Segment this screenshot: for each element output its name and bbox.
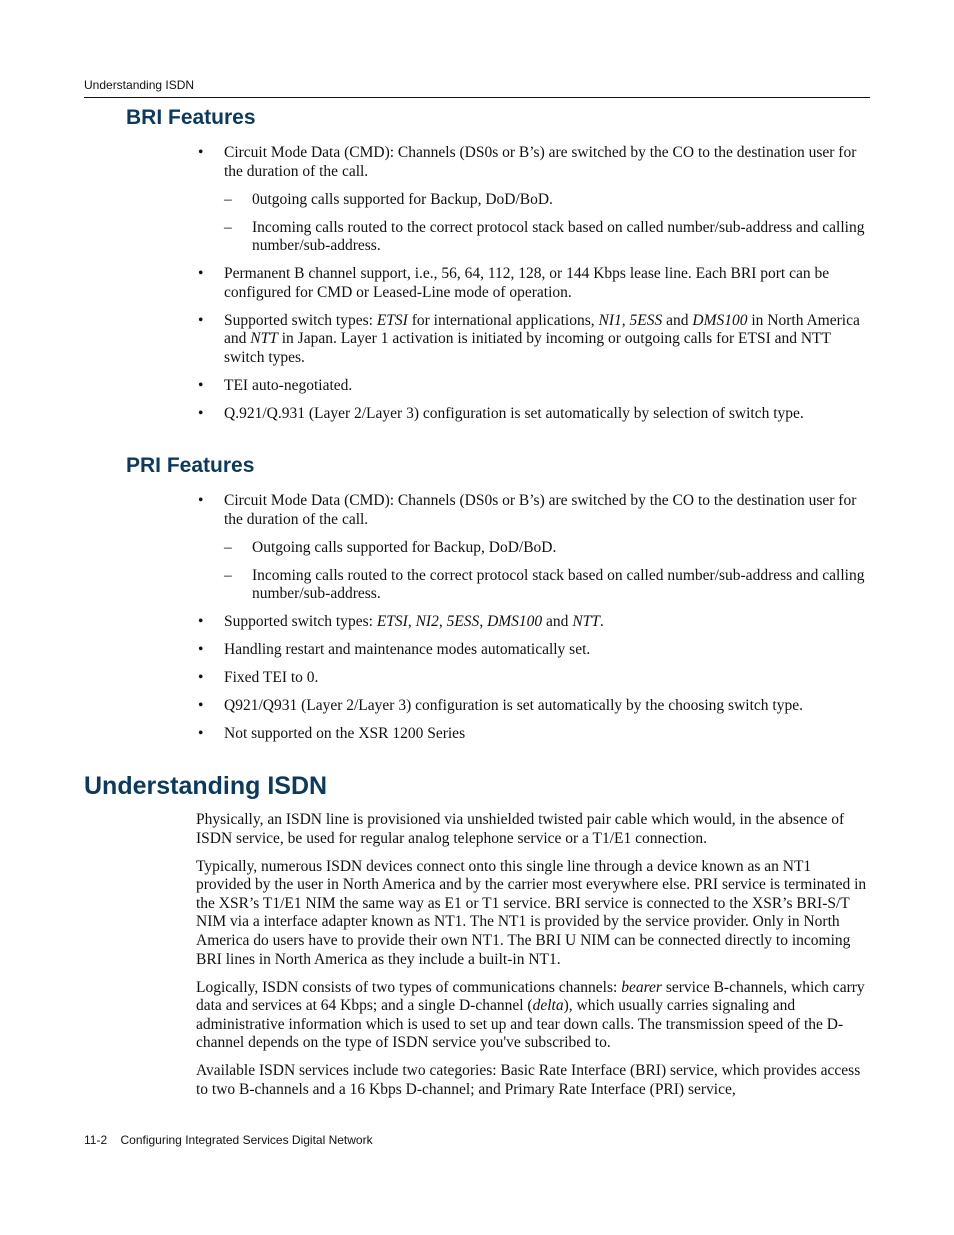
bri-permanent-item: • Permanent B channel support, i.e., 56, 64, 112, 128, or 144 Kbps lease line. Each BRI port can be configured for CMD or Leased-Line mode of operation. bbox=[198, 265, 830, 301]
bri-switch-types-item: • Supported switch types: ETSI for international applications, NI1, 5ESS and DMS100 in North America and NTT in Japan. Layer 1 activation is initiated by incoming or outgoing calls for ETSI and NTT switch types. bbox=[198, 311, 860, 366]
bullet: • bbox=[198, 725, 204, 743]
bullet: • bbox=[198, 613, 204, 631]
understanding-isdn-heading: Understanding ISDN bbox=[84, 772, 328, 800]
dash: – bbox=[224, 190, 232, 208]
pri-features-list bbox=[198, 492, 870, 753]
pri-restart-item: • Handling restart and maintenance modes automatically set. bbox=[198, 641, 591, 659]
dash: – bbox=[224, 538, 232, 556]
bullet: • bbox=[198, 669, 204, 687]
header-rule bbox=[84, 97, 870, 98]
page-footer bbox=[84, 1133, 373, 1147]
pri-cmd-item: • Circuit Mode Data (CMD): Channels (DS0s or B’s) are switched by the CO to the destination user for the duration of the call. bbox=[198, 492, 857, 528]
chapter-title: Configuring Integrated Services Digital Network bbox=[120, 1133, 373, 1147]
pri-switch-types-item: • Supported switch types: ETSI, NI2, 5ESS, DMS100 and NTT. bbox=[198, 613, 604, 631]
bri-cmd-item: • Circuit Mode Data (CMD): Channels (DS0s or B’s) are switched by the CO to the destination user for the duration of the call. bbox=[198, 144, 857, 180]
bullet: • bbox=[198, 376, 204, 394]
dash: – bbox=[224, 566, 232, 584]
bri-tei-item: • TEI auto-negotiated. bbox=[198, 376, 353, 394]
bullet: • bbox=[198, 641, 204, 659]
bri-incoming-subitem: – Incoming calls routed to the correct protocol stack based on called number/sub-address and calling number/sub-address. bbox=[224, 218, 865, 255]
pri-features-heading: PRI Features bbox=[126, 454, 255, 477]
bullet: • bbox=[198, 311, 204, 329]
bullet: • bbox=[198, 697, 204, 715]
running-header: Understanding ISDN bbox=[84, 78, 195, 92]
bullet: • bbox=[198, 404, 204, 422]
paragraph-services: Available ISDN services include two categories: Basic Rate Interface (BRI) service, which provides access to two B-channels and a 16 Kbps D-channel; and Primary Rate Interface (PRI) service, bbox=[196, 1062, 861, 1098]
pri-xsr-item: • Not supported on the XSR 1200 Series bbox=[198, 725, 466, 743]
understanding-isdn-body bbox=[196, 811, 870, 1109]
bullet: • bbox=[198, 144, 204, 161]
bullet: • bbox=[198, 265, 204, 283]
paragraph-logical: Logically, ISDN consists of two types of communications channels: bearer service B-channels, which carry data and services at 64 Kbps; and a single D-channel (delta), which usually carries signaling and administrative information which is used to set up and tear down calls. The transmission speed of the D-channel depends on the type of ISDN service you've subscribed to. bbox=[196, 978, 865, 1052]
paragraph-physical: Physically, an ISDN line is provisioned via unshielded twisted pair cable which would, in the absence of ISDN service, be used for regular analog telephone service or a T1/E1 connection. bbox=[196, 811, 845, 847]
bri-outgoing-subitem: – 0utgoing calls supported for Backup, DoD/BoD. bbox=[224, 190, 553, 208]
bri-features-list bbox=[198, 144, 870, 433]
pri-tei-item: • Fixed TEI to 0. bbox=[198, 669, 319, 687]
dash: – bbox=[224, 218, 232, 236]
bri-features-heading: BRI Features bbox=[126, 106, 256, 129]
paragraph-devices: Typically, numerous ISDN devices connect onto this single line through a device known as an NT1 provided by the user in North America and by the carrier most everywhere else. PRI service is terminated in the XSR’s T1/E1 NIM the same way as E1 or T1 service. BRI service is connected to the XSR’s BRI-S/T NIM via a interface adapter known as NT1. The NT1 is provided by the service provider. Only in North America do users have to provide their own NT1. The BRI U NIM can be connected directly to incoming BRI lines in North America as they include a built-in NT1. bbox=[196, 857, 867, 968]
pri-outgoing-subitem: – Outgoing calls supported for Backup, DoD/BoD. bbox=[224, 538, 557, 556]
bri-q921-item: • Q.921/Q.931 (Layer 2/Layer 3) configuration is set automatically by selection of switch type. bbox=[198, 404, 804, 422]
page-number: 11-2 bbox=[84, 1133, 108, 1147]
pri-incoming-subitem: – Incoming calls routed to the correct protocol stack based on called number/sub-address and calling number/sub-address. bbox=[224, 566, 865, 603]
pri-q921-item: • Q921/Q931 (Layer 2/Layer 3) configuration is set automatically by the choosing switch type. bbox=[198, 697, 803, 715]
bullet: • bbox=[198, 492, 204, 509]
